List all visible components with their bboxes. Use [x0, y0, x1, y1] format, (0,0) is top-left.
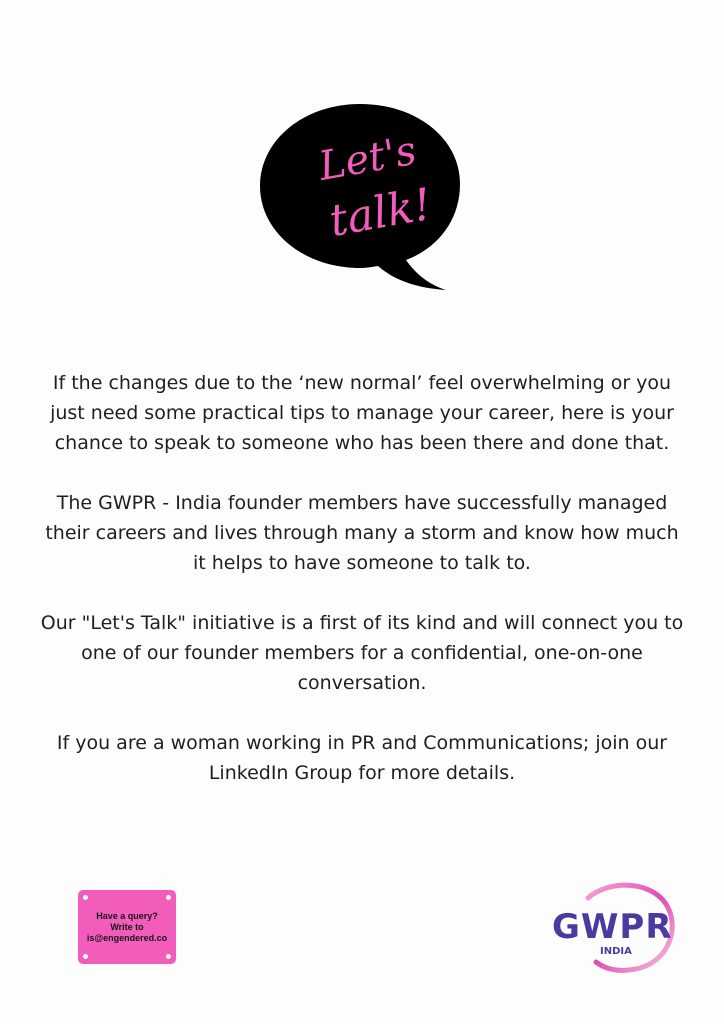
- paragraph-initiative: Our "Let's Talk" initiative is a first of its kind and will connect you to one of our founder members for a confidential, one-on-one conversation.: [40, 612, 684, 694]
- query-card-text: [87, 911, 167, 944]
- card-corner-dot: [83, 954, 88, 959]
- query-line-1: Have a query?: [96, 910, 158, 921]
- paragraph-linkedin: If you are a woman working in PR and Communications; join our LinkedIn Group for more details.: [56, 732, 668, 784]
- paragraph-founders: The GWPR - India founder members have successfully managed their careers and lives through many a storm and know how much it helps to have someone to talk to.: [45, 492, 679, 574]
- query-line-2: Write to: [110, 921, 144, 932]
- logo-subtitle: INDIA: [600, 946, 632, 957]
- logo-wordmark: GWPR: [552, 907, 673, 947]
- gwpr-india-logo: [548, 878, 678, 974]
- card-corner-dot: [83, 895, 88, 900]
- query-email: is@engendered.co: [86, 932, 168, 943]
- query-card: [78, 890, 176, 964]
- lets-talk-speech-bubble: [256, 98, 466, 298]
- paragraph-new-normal: If the changes due to the ‘new normal’ feel overwhelming or you just need some practical tips to manage your career, here is your chance to speak to someone who has been there and done that.: [50, 372, 674, 454]
- bubble-text-lets: Let's: [315, 127, 420, 191]
- card-corner-dot: [166, 895, 171, 900]
- body-text: [40, 368, 684, 818]
- card-corner-dot: [166, 954, 171, 959]
- bubble-text-talk: talk!: [325, 178, 436, 247]
